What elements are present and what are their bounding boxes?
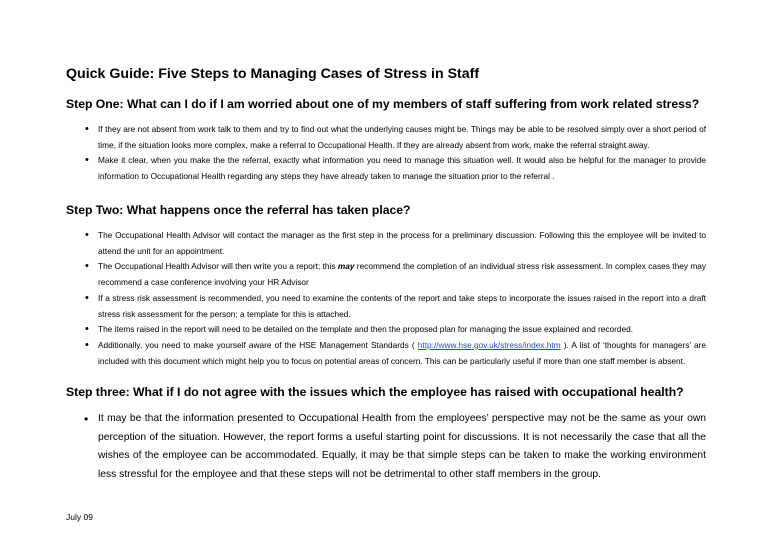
step-one-list — [66, 122, 706, 185]
step-one-heading: Step One: What can I do if I am worried about one of my members of staff suffering from work related stress? — [66, 97, 700, 111]
hse-stress-link[interactable]: http://www.hse.gov.uk/stress/index.htm — [417, 339, 561, 350]
list-item: • The items raised in the report will need to be detailed on the template and then the proposed plan for managing the issue explained and recorded. — [66, 322, 706, 338]
step-three-heading: Step three: What if I do not agree with the issues which the employee has raised with occupational health? — [66, 385, 684, 399]
step-two-heading: Step Two: What happens once the referral has taken place? — [66, 203, 411, 217]
emphasis-may: may — [337, 261, 355, 272]
list-item: • If a stress risk assessment is recommended, you need to examine the contents of the report and take steps to incorporate the issues raised in the report into a draft stress risk assessment for the person; a template for this is attached. — [66, 291, 706, 322]
footer-date: July 09 — [66, 512, 93, 522]
list-item: • It may be that the information presented to Occupational Health from the employees’ perspective may not be the same as your own perception of the situation. However, the report forms a useful starting point for discussions. It is not necessarily the case that all the wishes of the employee can be accommodated. Equally, it may be that simple steps can be taken to make the working environment less stressful for the employee and that these steps will not be detrimental to other staff members in the group. — [66, 410, 706, 484]
step-three-list — [66, 410, 706, 484]
step-two-list — [66, 228, 706, 369]
document-title: Quick Guide: Five Steps to Managing Cases of Stress in Staff — [66, 66, 480, 82]
list-item: • The Occupational Health Advisor will then write you a report; this may recommend the completion of an individual stress risk assessment. In complex cases they may recommend a case conference involving your HR Advisor — [66, 259, 706, 290]
list-item: • Additionally, you need to make yourself aware of the HSE Management Standards ( http://www.hse.gov.uk/stress/index.htm ). A list of ‘thoughts for managers’ are included with this document which might help you to focus on potential areas of concern. This can be particularly useful if more than one staff member is absent. — [66, 338, 706, 369]
list-item: • If they are not absent from work talk to them and try to find out what the underlying causes might be. Things may be able to be resolved simply over a short period of time, if the situation looks more complex, make a referral to Occupational Health. If they are already absent from work, make the referral straight away. — [66, 122, 706, 153]
list-item: • Make it clear, when you make the the referral, exactly what information you need to manage this situation well. It would also be helpful for the manager to provide information to Occupational Health regarding any steps they have already taken to manage the situation prior to the referral . — [66, 153, 706, 184]
list-item: • The Occupational Health Advisor will contact the manager as the first step in the process for a preliminary discussion. Following this the employee will be invited to attend the unit for an appointment. — [66, 228, 706, 259]
